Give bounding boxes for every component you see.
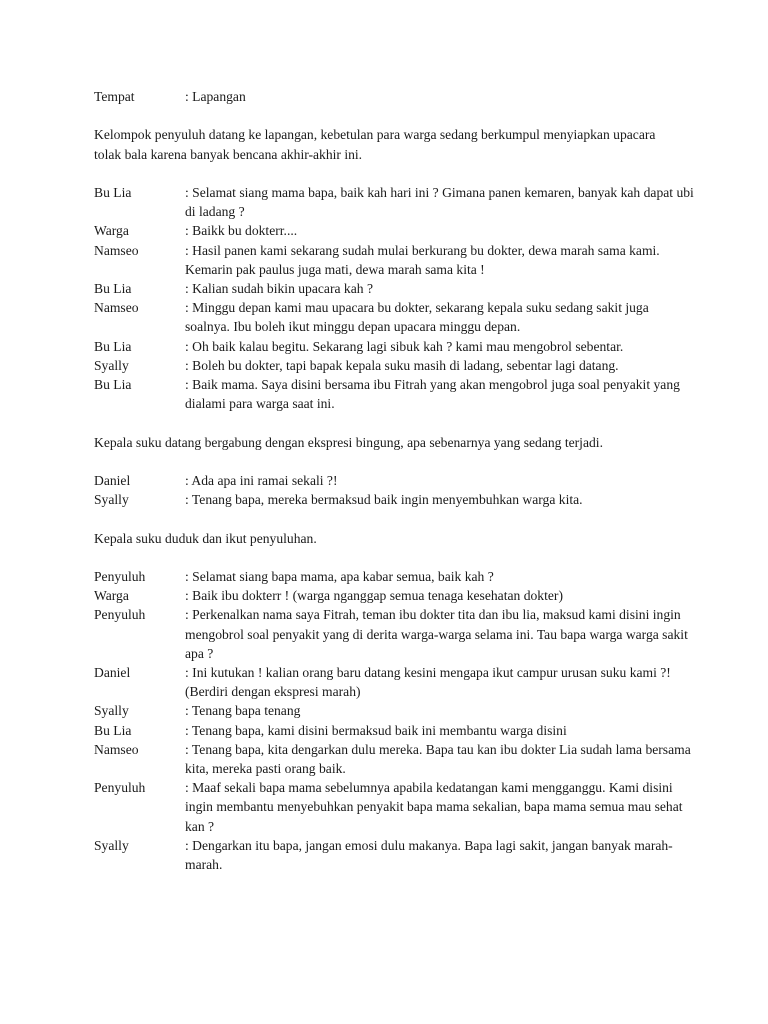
dialogue-line (94, 567, 694, 586)
narration-paragraph: Kepala suku datang bergabung dengan ekspresi bingung, apa sebenarnya yang sedang terjadi. (94, 434, 603, 450)
speaker-name: Penyuluh (94, 568, 146, 584)
dialogue-line (94, 375, 694, 413)
dialogue-text: : Baik mama. Saya disini bersama ibu Fitrah yang akan mengobrol juga soal penyakit yang dialami para warga saat ini. (185, 377, 680, 412)
dialogue-line (94, 183, 694, 221)
speaker-name: Namseo (94, 242, 139, 258)
speaker-name: Penyuluh (94, 780, 146, 796)
dialogue-line (94, 298, 694, 336)
dialogue-text: : Baikk bu dokterr.... (185, 223, 298, 239)
speaker-name: Warga (94, 588, 129, 604)
location-label: Tempat (94, 89, 135, 104)
dialogue-line (94, 221, 694, 240)
speaker-name: Bu Lia (94, 338, 132, 354)
dialogue-section-3 (94, 567, 694, 874)
dialogue-line (94, 740, 694, 778)
dialogue-text: : Selamat siang bapa mama, apa kabar semua, baik kah ? (185, 568, 494, 584)
dialogue-text: : Tenang bapa, kita dengarkan dulu mereka. Bapa tau kan ibu dokter Lia sudah lama bersama kita, mereka pasti orang baik. (185, 741, 691, 777)
dialogue-text: : Ada apa ini ramai sekali ?! (185, 473, 338, 488)
dialogue-text: : Selamat siang mama bapa, baik kah hari ini ? Gimana panen kemaren, banyak kah dapat ubi di ladang ? (185, 184, 694, 220)
spacer (94, 413, 694, 432)
dialogue-text: : Tenang bapa, kami disini bermaksud baik ini membantu warga disini (185, 722, 567, 738)
dialogue-text: : Hasil panen kami sekarang sudah mulai berkurang bu dokter, dewa marah sama kami. Kemarin pak paulus juga mati, dewa marah sama kita ! (185, 242, 660, 277)
dialogue-text: : Tenang bapa tenang (185, 703, 301, 719)
dialogue-text: : Baik ibu dokterr ! (warga nganggap semua tenaga kesehatan dokter) (185, 588, 563, 604)
speaker-name: Namseo (94, 741, 139, 757)
speaker-name: Penyuluh (94, 607, 146, 623)
spacer (94, 548, 694, 567)
dialogue-line (94, 490, 694, 509)
dialogue-line (94, 279, 694, 298)
speaker-name: Bu Lia (94, 184, 132, 200)
dialogue-text: : Maaf sekali bapa mama sebelumnya apabila kedatangan kami mengganggu. Kami disini ingin membantu menyebuhkan penyakit bapa mama sekalian, bapa mama semua mau sehat kan ? (185, 780, 683, 834)
speaker-name: Daniel (94, 665, 131, 680)
dialogue-text: : Tenang bapa, mereka bermaksud baik ingin menyembuhkan warga kita. (185, 492, 583, 508)
dialogue-line (94, 586, 694, 605)
dialogue-line (94, 471, 694, 490)
dialogue-text: : Minggu depan kami mau upacara bu dokter, sekarang kepala suku sedang sakit juga soalnya. Ibu boleh ikut minggu depan upacara minggu depan. (185, 300, 649, 335)
spacer (94, 164, 694, 183)
narration-paragraph: Kepala suku duduk dan ikut penyuluhan. (94, 530, 317, 546)
speaker-name: Bu Lia (94, 377, 132, 393)
dialogue-text: : Perkenalkan nama saya Fitrah, teman ibu dokter tita dan ibu lia, maksud kami disini ingin mengobrol soal penyakit yang di derita warga-warga selama ini. Tau bapa warga warga sakit apa ? (185, 607, 688, 661)
location-line (94, 87, 694, 106)
dialogue-text: : Oh baik kalau begitu. Sekarang lagi sibuk kah ? kami mau mengobrol sebentar. (185, 338, 624, 354)
dialogue-section-1 (94, 183, 694, 413)
speaker-name: Syally (94, 357, 129, 373)
spacer (94, 106, 694, 125)
dialogue-line (94, 663, 694, 701)
dialogue-text: : Dengarkan itu bapa, jangan emosi dulu makanya. Bapa lagi sakit, jangan banyak marah-marah. (185, 837, 673, 873)
dialogue-line (94, 701, 694, 720)
dialogue-line (94, 241, 694, 279)
speaker-name: Syally (94, 837, 129, 853)
dialogue-line (94, 721, 694, 740)
location-value: : Lapangan (185, 89, 246, 104)
dialogue-line (94, 337, 694, 356)
dialogue-text: : Kalian sudah bikin upacara kah ? (185, 281, 373, 296)
dialogue-line (94, 356, 694, 375)
speaker-name: Daniel (94, 473, 131, 488)
dialogue-line (94, 778, 694, 836)
speaker-name: Bu Lia (94, 722, 132, 738)
speaker-name: Syally (94, 703, 129, 719)
speaker-name: Warga (94, 223, 129, 239)
speaker-name: Namseo (94, 300, 139, 316)
speaker-name: Bu Lia (94, 281, 132, 296)
dialogue-line (94, 836, 694, 874)
intro-paragraph: Kelompok penyuluh datang ke lapangan, kebetulan para warga sedang berkumpul menyiapkan upacara tolak bala karena banyak bencana akhir-akhir ini. (94, 127, 656, 162)
spacer (94, 452, 694, 471)
dialogue-text: : Ini kutukan ! kalian orang baru datang kesini mengapa ikut campur urusan suku kami ?! (Berdiri dengan ekspresi marah) (185, 665, 671, 700)
dialogue-section-2 (94, 471, 694, 509)
spacer (94, 509, 694, 528)
dialogue-text: : Boleh bu dokter, tapi bapak kepala suku masih di ladang, sebentar lagi datang. (185, 357, 619, 373)
dialogue-line (94, 605, 694, 663)
document-page (94, 87, 694, 874)
speaker-name: Syally (94, 492, 129, 508)
